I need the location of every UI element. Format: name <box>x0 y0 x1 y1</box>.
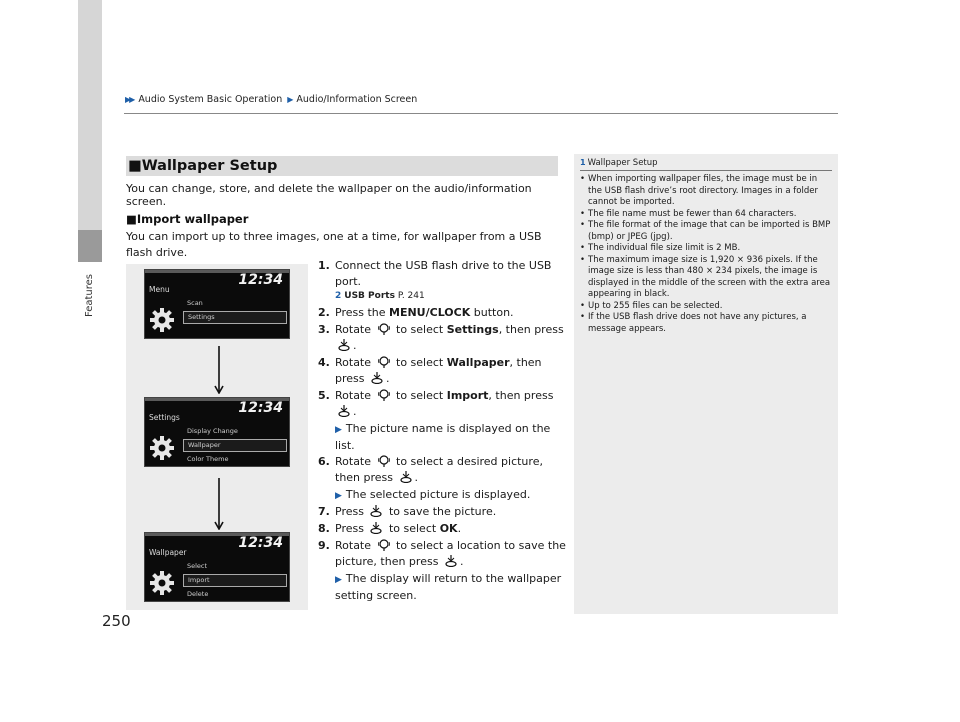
step <box>318 504 566 520</box>
menu-item-import[interactable]: Import <box>183 574 287 587</box>
step-number: 2. <box>318 306 330 319</box>
press-button-icon <box>338 405 350 417</box>
breadcrumb-item[interactable]: Audio/Information Screen <box>296 94 418 105</box>
chevron-right-icon: ▶ <box>287 95 292 104</box>
subheading <box>126 212 248 226</box>
sidebar-label: Features <box>84 274 95 317</box>
step-result-text: The picture name is displayed on the list. <box>335 422 551 452</box>
screen-clock: 12:34 <box>238 272 283 288</box>
step-number: 4. <box>318 356 330 369</box>
side-note-mark: 1 <box>580 158 586 167</box>
selector-knob-icon <box>378 455 390 467</box>
press-button-icon <box>370 522 382 534</box>
step-result <box>318 421 566 454</box>
subheading-marker: ■ <box>126 212 137 226</box>
step-text: Press the <box>335 306 386 319</box>
gear-icon <box>149 307 175 333</box>
side-note-title-text: Wallpaper Setup <box>587 158 658 168</box>
step-number: 8. <box>318 522 330 535</box>
section-title-text: Wallpaper Setup <box>141 158 278 174</box>
step: 9. Rotate to select a location to save the picture, then press . <box>318 539 566 568</box>
step: 6. Rotate to select a desired picture, then press . <box>318 455 543 484</box>
screen-title: Settings <box>149 413 180 422</box>
menu-item-select[interactable]: Select <box>187 562 208 570</box>
step-text: to select <box>396 389 444 402</box>
list-item: • The individual file size limit is 2 MB. <box>580 243 832 255</box>
step-number: 5. <box>318 389 330 402</box>
side-note-panel <box>574 154 838 614</box>
step-text: Rotate <box>335 389 372 402</box>
screen-title: Wallpaper <box>149 548 187 557</box>
step-text: , then press <box>488 389 554 402</box>
step-result <box>318 487 566 504</box>
step-text: , then press <box>335 356 542 385</box>
menu-item-scan[interactable]: Scan <box>187 299 203 307</box>
section-header <box>126 156 558 176</box>
selector-knob-icon <box>378 323 390 335</box>
selector-knob-icon <box>378 356 390 368</box>
result-arrow-icon: ▶ <box>335 575 342 585</box>
step-text: to select <box>388 522 437 535</box>
step <box>318 258 566 290</box>
step-number: 9. <box>318 539 330 552</box>
section-intro: You can change, store, and delete the wallpaper on the audio/information screen. <box>126 182 532 208</box>
step-number: 6. <box>318 455 330 468</box>
selector-knob-icon <box>378 539 390 551</box>
step-text: Connect the USB flash drive to the USB port. <box>335 259 552 288</box>
press-button-icon <box>370 505 382 517</box>
step: 3. Rotate to select Settings, then press . <box>318 323 564 352</box>
reference-link[interactable]: USB Ports <box>344 291 395 301</box>
result-arrow-icon: ▶ <box>335 491 342 501</box>
step-option-label: Settings <box>446 323 499 336</box>
header-rule <box>124 113 838 114</box>
side-note-list <box>580 174 832 335</box>
menu-item-wallpaper[interactable]: Wallpaper <box>183 439 287 452</box>
menu-item-delete[interactable]: Delete <box>187 590 209 598</box>
screen-settings-list <box>183 425 287 467</box>
step-result-text: The display will return to the wallpaper setting screen. <box>335 572 562 602</box>
breadcrumb <box>125 94 417 105</box>
screen-wallpaper-list <box>183 560 287 602</box>
step-result <box>318 571 566 604</box>
side-note-title <box>580 158 832 171</box>
breadcrumb-item[interactable]: Audio System Basic Operation <box>138 94 283 105</box>
press-button-icon <box>338 339 350 351</box>
menu-item-settings[interactable]: Settings <box>183 311 287 324</box>
step: 4. Rotate to select Wallpaper, then press . <box>318 356 542 385</box>
down-arrow-icon <box>214 346 224 394</box>
step-text: , then press <box>498 323 564 336</box>
step-list <box>318 258 566 604</box>
screen-clock: 12:34 <box>238 535 283 551</box>
gear-icon <box>149 435 175 461</box>
step-button-label: MENU/CLOCK <box>389 306 471 319</box>
list-item: • If the USB flash drive does not have any pictures, a message appears. <box>580 312 832 335</box>
section-title-marker: ■ <box>128 158 142 174</box>
step-text: to save the picture. <box>388 505 497 518</box>
step-number: 1. <box>318 259 330 272</box>
step-text: to select <box>396 356 444 369</box>
list-item: • When importing wallpaper files, the image must be in the USB flash drive’s root directory. Images in a folder cannot be imported. <box>580 174 832 209</box>
menu-item-color-theme[interactable]: Color Theme <box>187 455 229 463</box>
step-text: Press <box>335 522 364 535</box>
result-arrow-icon: ▶ <box>335 425 342 435</box>
screen-settings <box>144 397 290 467</box>
list-item: • Up to 255 files can be selected. <box>580 301 832 313</box>
menu-item-display-change[interactable]: Display Change <box>187 427 238 435</box>
section-title <box>126 158 277 174</box>
double-chevron-icon: ▶▶ <box>125 95 134 104</box>
step-text: to select a desired picture, then press <box>335 455 543 484</box>
reference-page: P. 241 <box>397 291 425 301</box>
step-text: Press <box>335 505 364 518</box>
screen-title: Menu <box>149 285 170 294</box>
screen-clock: 12:34 <box>238 400 283 416</box>
step: 5. Rotate to select Import, then press . <box>318 389 554 418</box>
reference-mark: 2 <box>335 291 342 301</box>
screen-wallpaper <box>144 532 290 602</box>
step-text: Rotate <box>335 455 372 468</box>
step-text: to select <box>396 323 444 336</box>
press-button-icon <box>371 372 383 384</box>
step-result-text: The selected picture is displayed. <box>345 488 531 501</box>
gear-icon <box>149 570 175 596</box>
subheading-text: Import wallpaper <box>136 212 249 226</box>
step: 8. Press to select OK. <box>318 522 462 535</box>
step <box>318 305 566 321</box>
step-text: Rotate <box>335 539 372 552</box>
step-option-label: OK <box>439 522 458 535</box>
down-arrow-icon <box>214 478 224 530</box>
list-item: • The maximum image size is 1,920 × 936 pixels. If the image size is less than 480 × 234 pixels, the image is displayed in the middle of the screen with the extra area appearing in black. <box>580 255 832 301</box>
screen-menu-list <box>183 297 287 325</box>
screen-figure <box>126 264 308 610</box>
step-number: 7. <box>318 505 330 518</box>
press-button-icon <box>445 555 457 567</box>
list-item: • The file name must be fewer than 64 characters. <box>580 209 832 221</box>
step-text: to select a location to save the picture, then press <box>335 539 566 568</box>
selector-knob-icon <box>378 389 390 401</box>
sidebar-bar <box>78 0 102 230</box>
cross-reference <box>318 291 566 301</box>
sidebar-block <box>78 230 102 262</box>
step-option-label: Import <box>446 389 489 402</box>
press-button-icon <box>400 471 412 483</box>
list-item: • The file format of the image that can be imported is BMP (bmp) or JPEG (jpg). <box>580 220 832 243</box>
subheading-description: You can import up to three images, one at a time, for wallpaper from a USB flash drive. <box>126 230 542 259</box>
step-text: button. <box>473 306 514 319</box>
step-option-label: Wallpaper <box>446 356 510 369</box>
step-text: Rotate <box>335 323 372 336</box>
step-text: Rotate <box>335 356 372 369</box>
screen-menu <box>144 269 290 339</box>
step-number: 3. <box>318 323 330 336</box>
page-number: 250 <box>102 612 131 630</box>
